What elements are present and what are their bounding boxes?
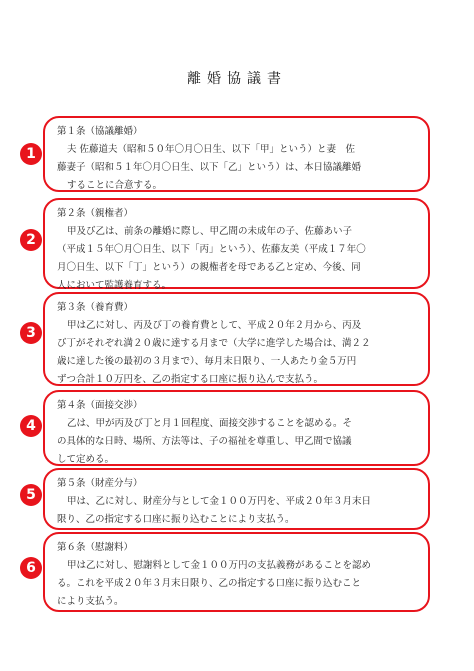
article-text-line: 甲及び乙は、前条の離婚に際し、甲乙間の未成年の子、佐藤あい子 [67,226,353,237]
number-badge-2: 2 [20,229,42,251]
article-2 [43,198,430,289]
article-text-line: の具体的な日時、場所、方法等は、子の福祉を尊重し、甲乙間で協議 [57,436,352,447]
article-text-line: 甲は、乙に対し、財産分与として金１００万円を、平成２０年３月末日 [67,496,372,507]
article-4 [43,390,430,466]
number-badge-1: 1 [20,143,42,165]
article-text-line: 夫 佐藤道夫（昭和５０年〇月〇日生、以下「甲」という）と妻 佐 [67,144,356,155]
article-text-line: 限り、乙の指定する口座に振り込むことにより支払う。 [57,514,295,525]
document-title: 離婚協議書 [187,71,287,87]
article-5 [43,468,430,530]
article-heading: 第６条（慰謝料） [57,542,134,553]
article-text-line: 歳に達した後の最初の３月まで）、毎月末日限り、一人あたり金５万円 [57,356,357,367]
article-text-line: 甲は乙に対し、丙及び丁の養育費として、平成２０年２月から、丙及 [67,320,362,331]
article-text-line: る。これを平成２０年３月末日限り、乙の指定する口座に振り込むこと [57,578,362,589]
article-text-line: 乙は、甲が丙及び丁と月１回程度、面接交渉することを認める。そ [67,418,353,429]
number-badge-3: 3 [20,322,42,344]
article-6 [43,532,430,612]
number-badge-6: 6 [20,557,42,579]
article-text-line: ずつ合計１０万円を、乙の指定する口座に振り込んで支払う。 [57,374,324,385]
number-badge-4: 4 [20,415,42,437]
article-1 [43,116,430,192]
article-text-line: することに合意する。 [67,180,163,191]
article-heading: 第３条（養育費） [57,302,134,313]
article-text-line: び丁がそれぞれ満２０歳に達する月まで（大学に進学した場合は、満２２ [57,338,371,349]
article-text-line: （平成１５年〇月〇日生、以下「丙」という）、佐藤友美（平成１７年〇 [57,244,366,255]
article-text-line: により支払う。 [57,596,124,607]
article-heading: 第４条（面接交渉） [57,400,143,411]
article-heading: 第２条（親権者） [57,208,134,219]
article-heading: 第１条（協議離婚） [57,126,143,137]
article-3 [43,292,430,386]
article-text-line: 甲は乙に対し、慰謝料として金１００万円の支払義務があることを認め [67,560,372,571]
article-heading: 第５条（財産分与） [57,478,143,489]
article-text-line: 月〇日生、以下「丁」という）の親権者を母である乙と定め、今後、同 [57,262,361,273]
article-text-line: 藤妻子（昭和５１年〇月〇日生、以下「乙」という）は、本日協議離婚 [57,162,362,173]
article-text-line: して定める。 [57,454,115,465]
article-text-line: 人において監護養育する。 [57,280,172,291]
number-badge-5: 5 [20,484,42,506]
